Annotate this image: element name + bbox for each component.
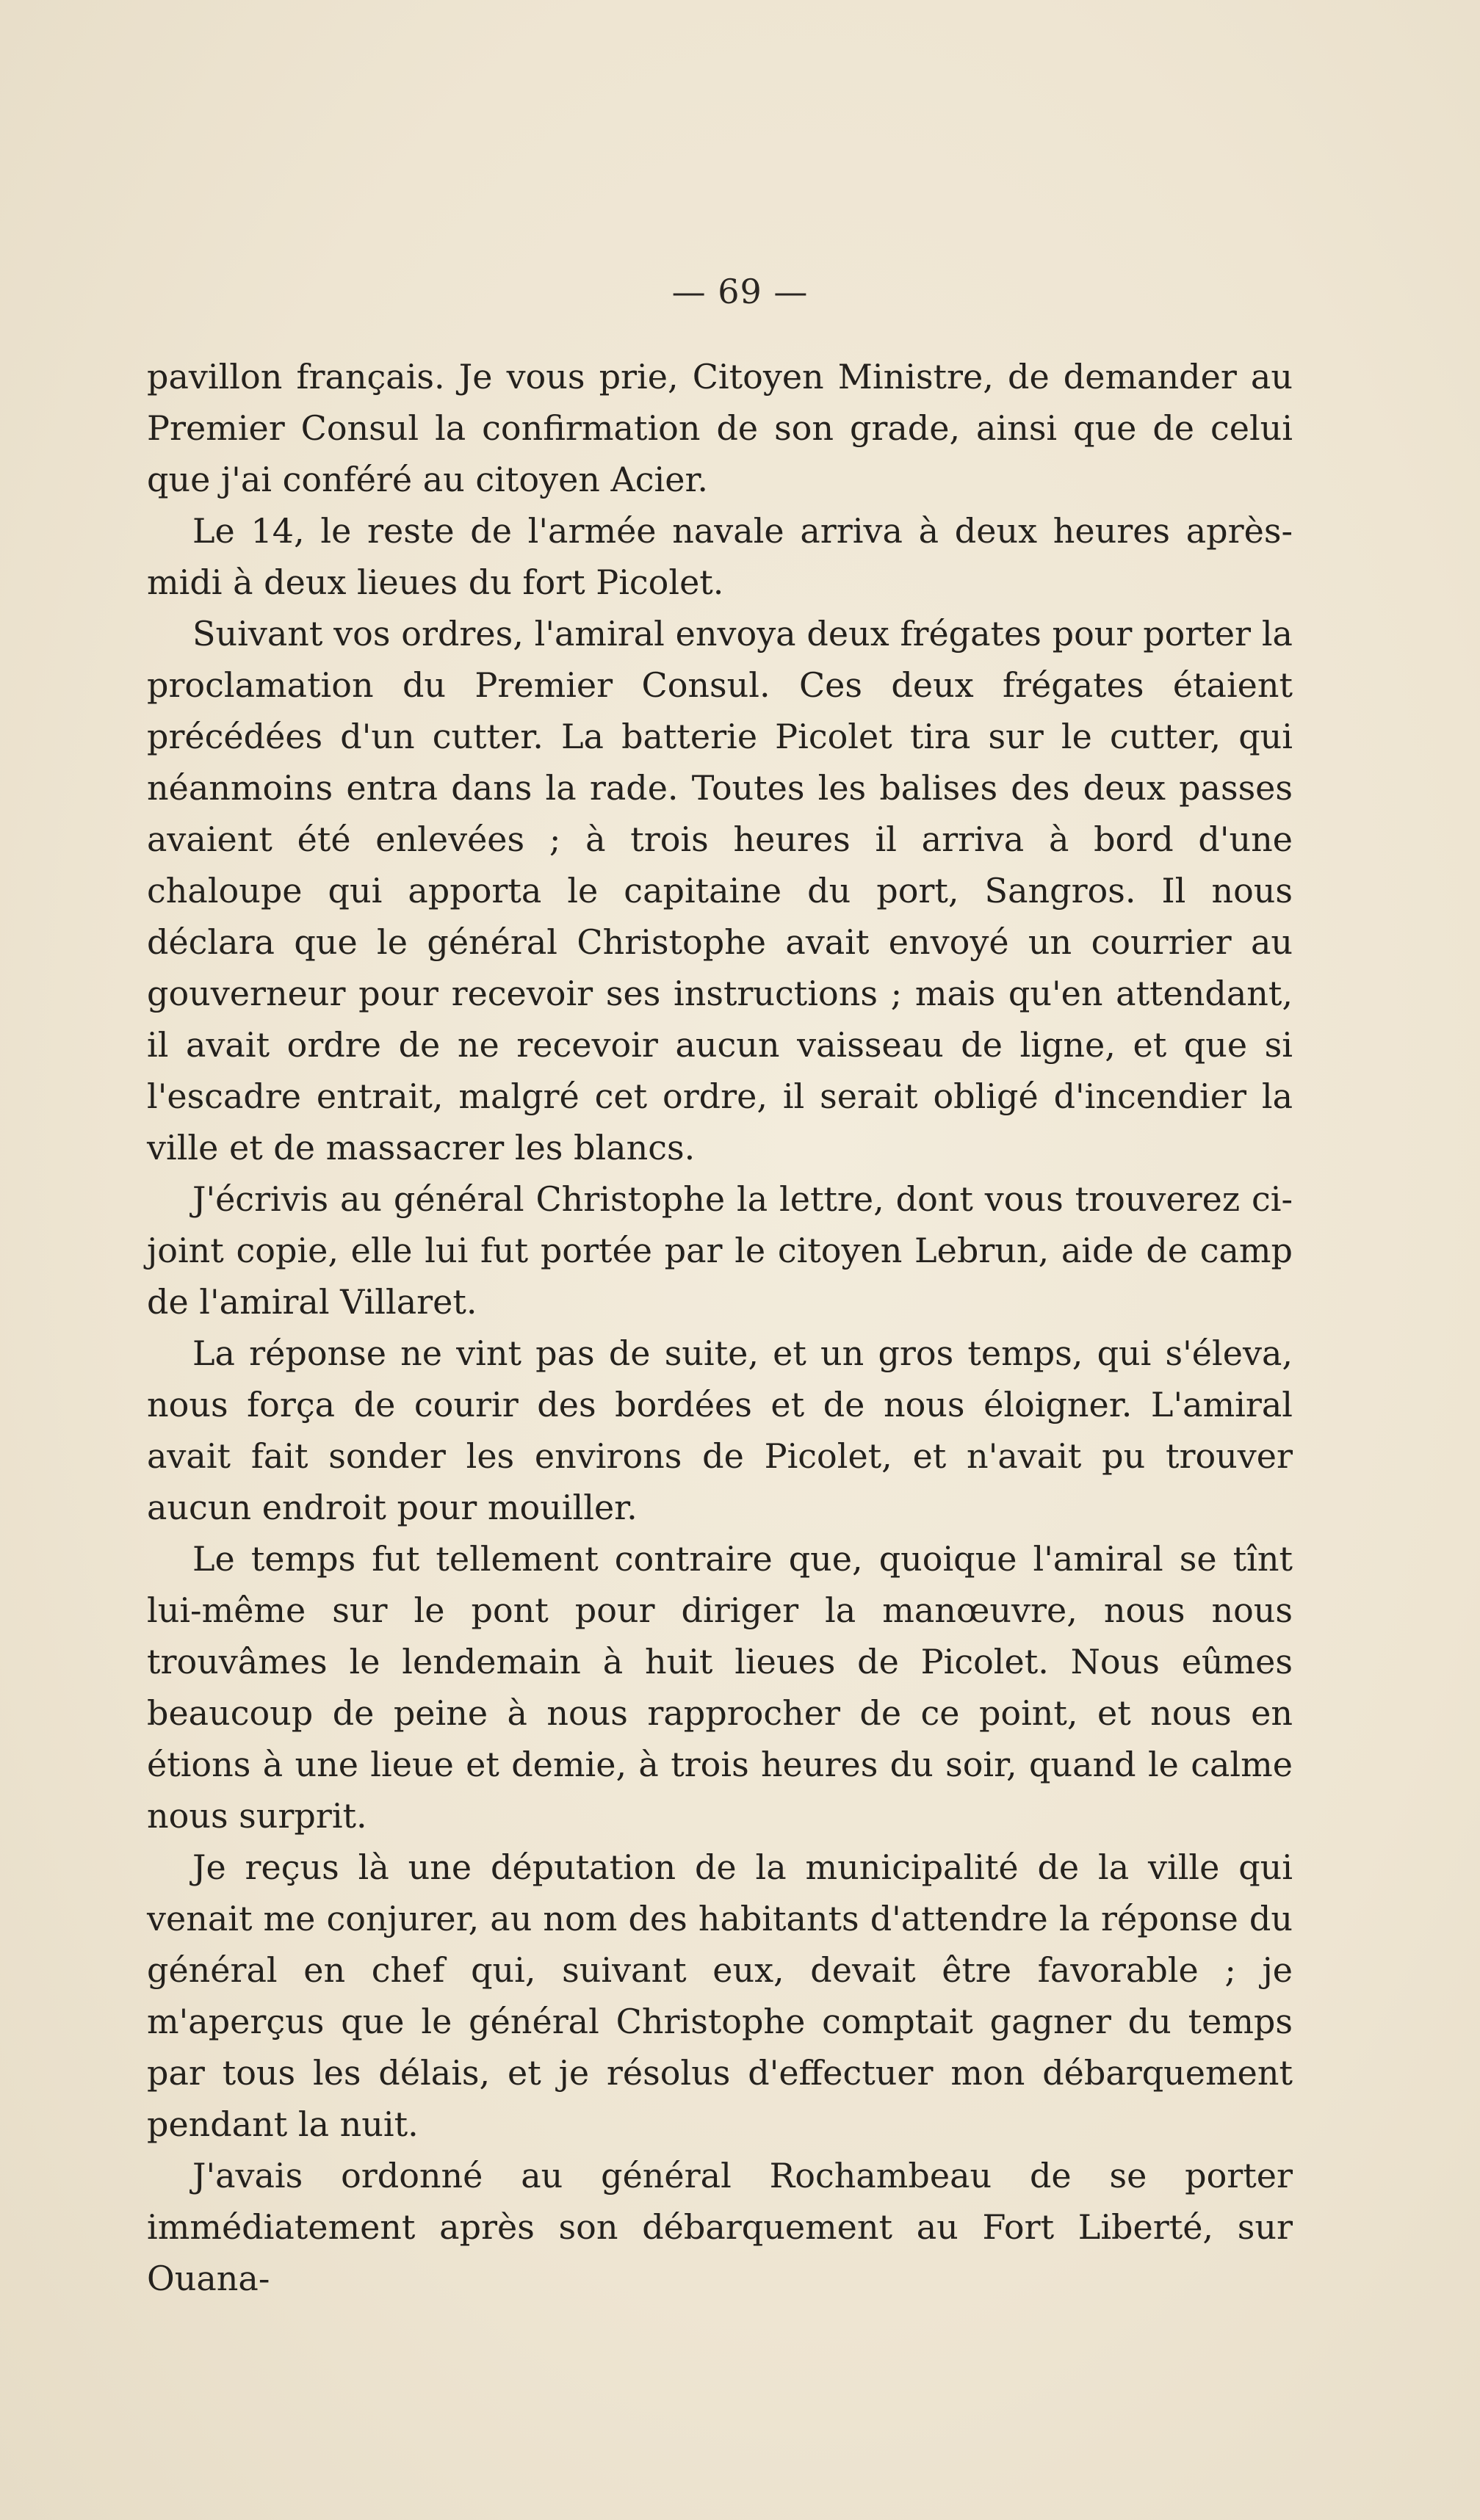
body-text <box>147 351 1293 2304</box>
paragraph: J'écrivis au général Christophe la lettre, dont vous trouverez ci-joint copie, elle lui fut portée par le citoyen Lebrun, aide de camp de l'amiral Villaret. <box>147 1179 1293 1322</box>
paragraph: Je reçus là une députation de la municipalité de la ville qui venait me conjurer, au nom des habitants d'attendre la réponse du général en chef qui, suivant eux, devait être favorable ; je m'aperçus que le général Christophe comptait gagner du temps par tous les délais, et je résolus d'effectuer mon débarquement pendant la nuit. <box>147 1847 1293 2144</box>
paragraph: Le 14, le reste de l'armée navale arriva à deux heures après-midi à deux lieues du fort Picolet. <box>147 511 1293 602</box>
paragraph: pavillon français. Je vous prie, Citoyen Ministre, de demander au Premier Consul la confirmation de son grade, ainsi que de celui que j'ai conféré au citoyen Acier. <box>147 357 1293 499</box>
page-number: — 69 — <box>671 272 809 311</box>
paragraph: Le temps fut tellement contraire que, quoique l'amiral se tînt lui-même sur le pont pour diriger la manœuvre, nous nous trouvâmes le lendemain à huit lieues de Picolet. Nous eûmes beaucoup de peine à nous rapprocher de ce point, et nous en étions à une lieue et demie, à trois heures du soir, quand le calme nous surprit. <box>147 1539 1293 1836</box>
paragraph: J'avais ordonné au général Rochambeau de se porter immédiatement après son débarquement au Fort Liberté, sur Ouana- <box>147 2156 1293 2298</box>
paragraph: Suivant vos ordres, l'amiral envoya deux frégates pour porter la proclamation du Premier Consul. Ces deux frégates étaient précédées d'un cutter. La batterie Picolet tira sur le cutter, qui néanmoins entra dans la rade. Toutes les balises des deux passes avaient été enlevées ; à trois heures il arriva à bord d'une chaloupe qui apporta le capitaine du port, Sangros. Il nous déclara que le général Christophe avait envoyé un courrier au gouverneur pour recevoir ses instructions ; mais qu'en attendant, il avait ordre de ne recevoir aucun vaisseau de ligne, et que si l'escadre entrait, malgré cet ordre, il serait obligé d'incendier la ville et de massacrer les blancs. <box>147 614 1293 1167</box>
paragraph: La réponse ne vint pas de suite, et un gros temps, qui s'éleva, nous força de courir des bordées et de nous éloigner. L'amiral avait fait sonder les environs de Picolet, et n'avait pu trouver aucun endroit pour mouiller. <box>147 1333 1293 1527</box>
